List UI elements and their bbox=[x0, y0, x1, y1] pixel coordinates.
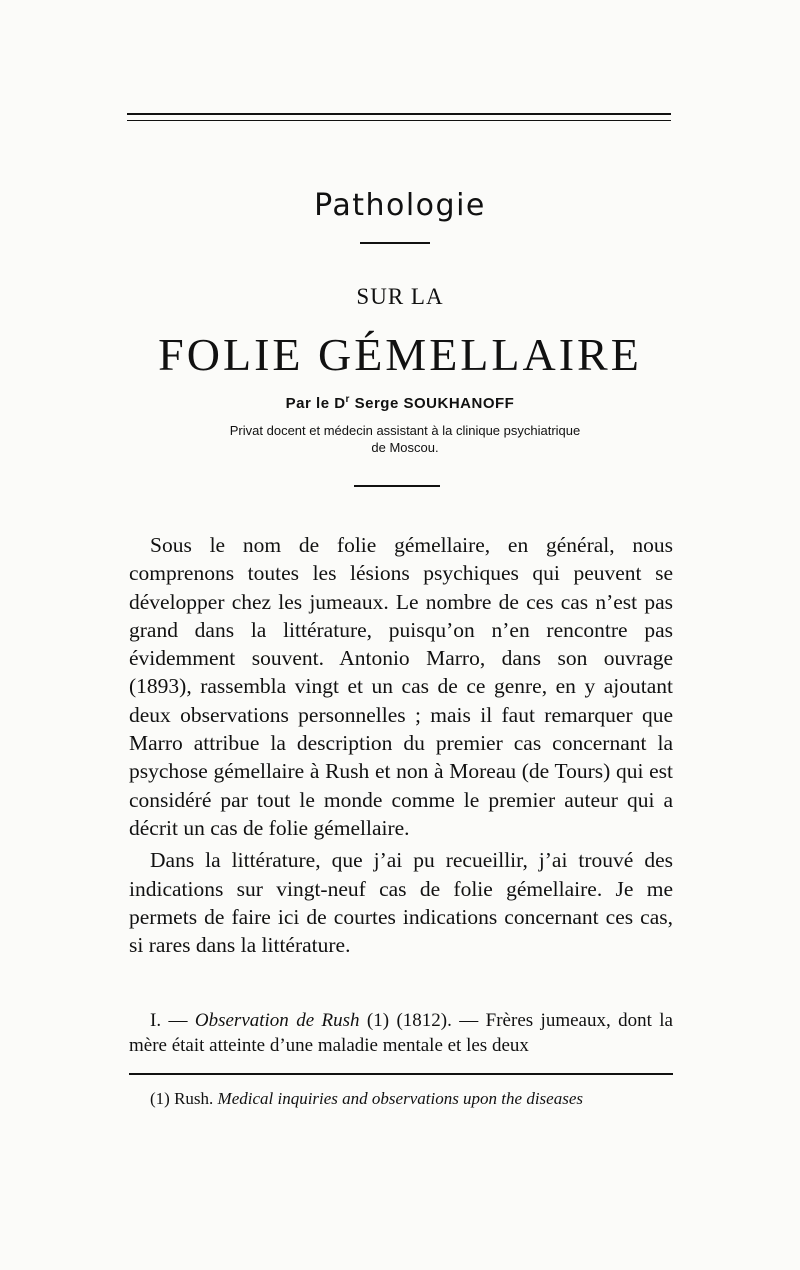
footnote-marker: (1) Rush. bbox=[150, 1089, 218, 1108]
byline-sup: r bbox=[345, 394, 350, 405]
footnote-text: Medical inquiries and observations upon the diseases bbox=[217, 1089, 583, 1108]
footnote bbox=[150, 1088, 680, 1110]
observation-text: (1) (1812). — Frères jumeaux, dont la mère était atteinte d’une maladie mentale et les deux bbox=[129, 1010, 673, 1056]
observation-number: I. — bbox=[150, 1010, 195, 1031]
author-name: Serge SOUKHANOFF bbox=[349, 395, 515, 412]
section-rule bbox=[360, 242, 430, 244]
title-separator-rule bbox=[354, 485, 440, 487]
header-rule-top bbox=[127, 113, 671, 115]
section-title: Pathologie bbox=[314, 188, 486, 223]
author-affiliation bbox=[140, 422, 670, 456]
affiliation-line-2: de Moscou. bbox=[371, 440, 439, 455]
paragraph-1: Sous le nom de folie gémellaire, en général, nous comprenons toutes les lésions psychiques qui peuvent se développer chez les jumeaux. Le nombre de ces cas n’est pas grand dans la littérature, puisqu’on n’en rencontre pas évidemment souvent. Antonio Marro, dans son ouvrage (1893), rassembla vingt et un cas de ce genre, en y ajoutant deux observations personnelles ; mais il faut remarquer que Marro attribue la description du premier cas concernant la psychose gémellaire à Rush et non à Moreau (de Tours) qui est considéré par tout le monde comme le premier auteur qui a décrit un cas de folie gémellaire. bbox=[129, 533, 673, 840]
author-byline bbox=[0, 394, 800, 412]
body-text bbox=[129, 531, 673, 959]
affiliation-line-1: Privat docent et médecin assistant à la clinique psychiatrique bbox=[229, 423, 581, 438]
byline-prefix: Par le D bbox=[285, 395, 346, 412]
article-subtitle: SUR LA bbox=[356, 284, 444, 309]
article-title: FOLIE GÉMELLAIRE bbox=[158, 329, 642, 380]
paragraph-2: Dans la littérature, que j’ai pu recueillir, j’ai trouvé des indications sur vingt-neuf cas de folie gémellaire. Je me permets de faire ici de courtes indications concernant ces cas, si rares dans la littérature. bbox=[129, 848, 673, 958]
observation-title: Observation de Rush bbox=[194, 1010, 360, 1031]
observation-entry bbox=[129, 1008, 673, 1058]
header-rule-bottom bbox=[127, 120, 671, 121]
footnote-rule bbox=[129, 1073, 673, 1075]
